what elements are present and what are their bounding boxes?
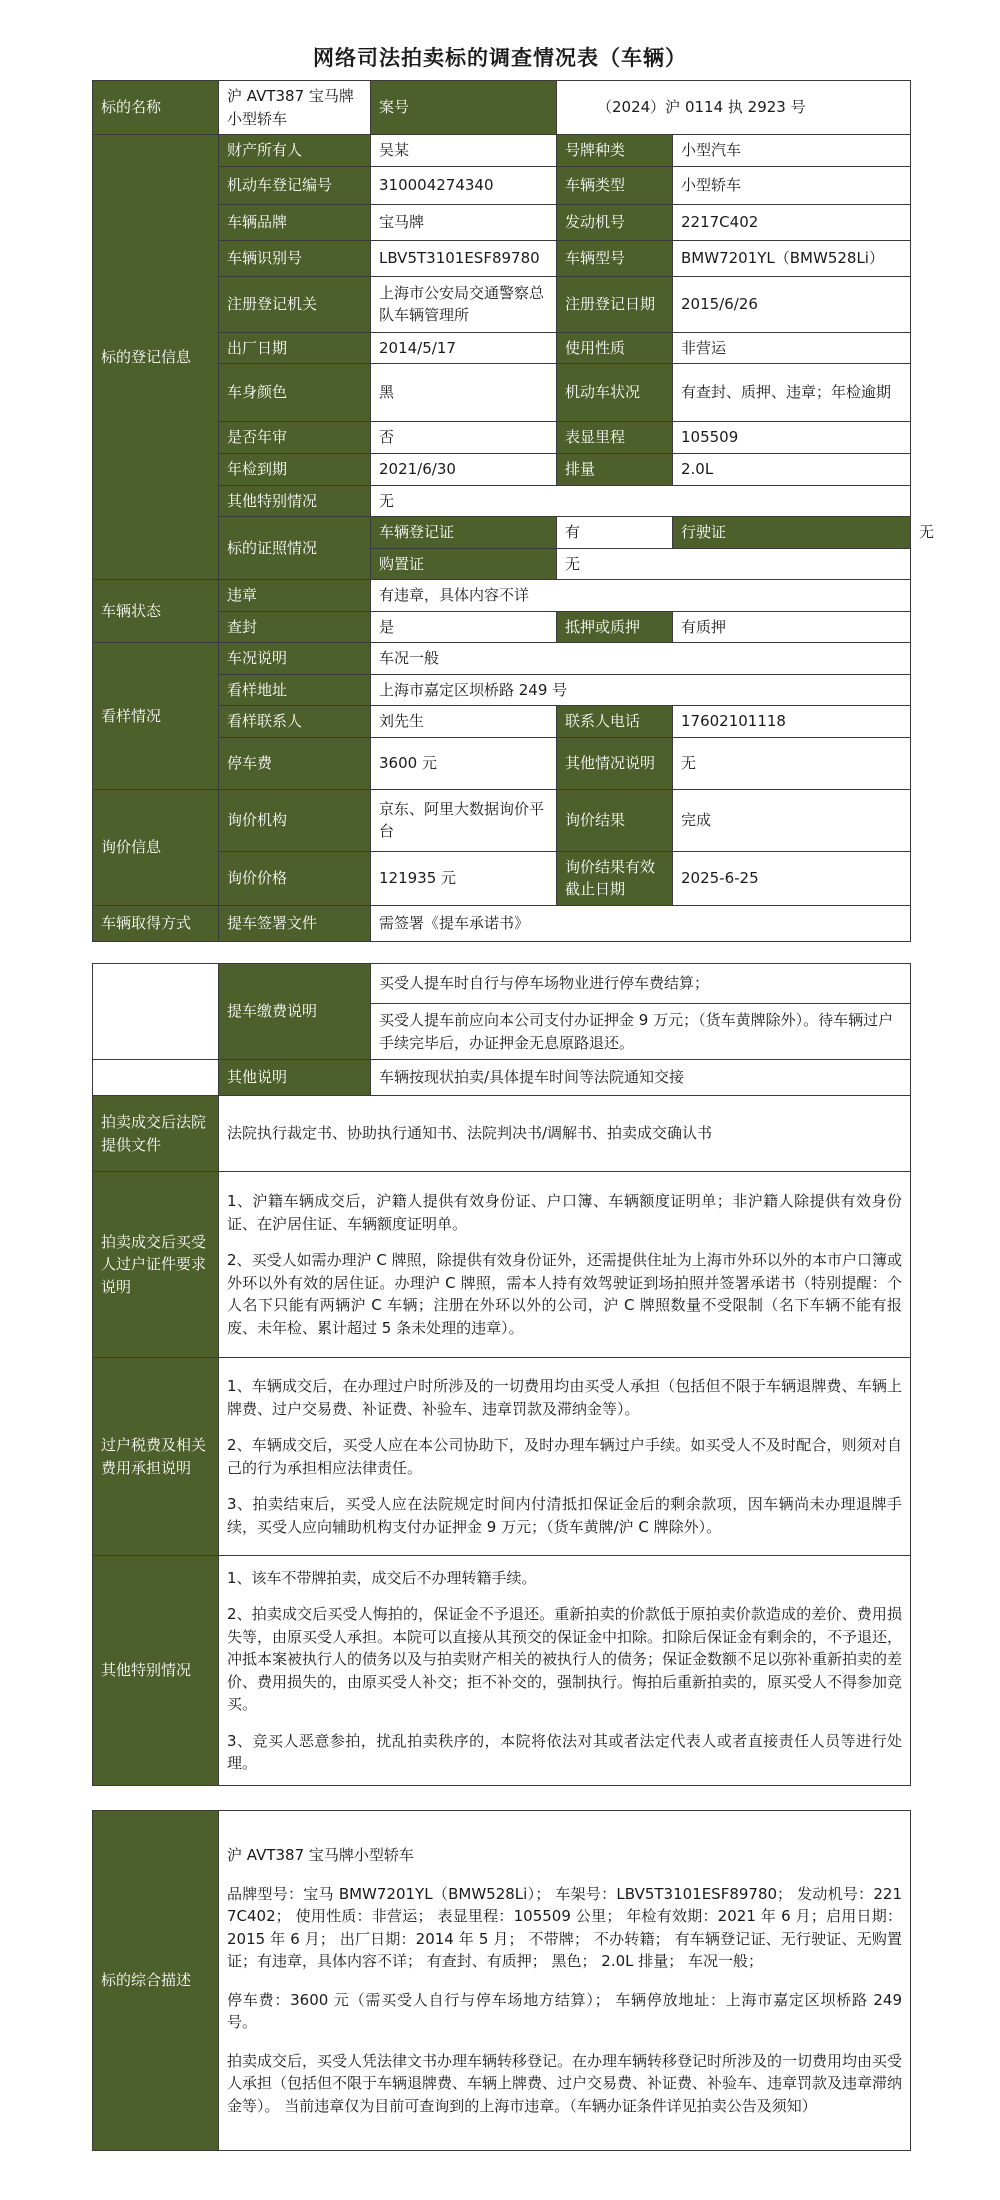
summary-parking: 停车费：3600 元（需买受人自行与停车场地方结算）； 车辆停放地址：上海市嘉定区坝桥路 249 号。 [227,1990,902,2031]
displacement-value: 2.0L [673,454,911,486]
transfer-req-label: 拍卖成交后买受人过户证件要求说明 [93,1172,219,1358]
special-label: 其他特别情况 [219,485,371,517]
check-due-value: 2021/6/30 [371,454,557,486]
summary-label: 标的综合描述 [93,1811,219,2151]
mfg-date-label: 出厂日期 [219,332,371,364]
inquiry-result-value: 完成 [673,789,911,851]
pickup-fee-line-1: 买受人提车时自行与停车场物业进行停车费结算； [371,964,911,1004]
vehicle-type-value: 小型轿车 [673,166,911,204]
parking-fee-value: 3600 元 [371,737,557,789]
inquiry-org-value: 京东、阿里大数据询价平台 [371,789,557,851]
contact-value: 刘先生 [371,706,557,738]
violation-value: 有违章，具体内容不详 [371,580,911,612]
inquiry-expiry-label: 询价结果有效截止日期 [557,851,673,905]
inquiry-section-label: 询价信息 [93,789,219,905]
reg-authority-value: 上海市公安局交通警察总队车辆管理所 [371,276,557,332]
pickup-fee-line-2: 买受人提车前应向本公司支付办证押金 9 万元；（货车黄牌除外）。待车辆过户手续完毕后，办证押金无息原路退还。 [371,1004,911,1060]
cert-section-label: 标的证照情况 [219,517,371,580]
contact-label: 看样联系人 [219,706,371,738]
tax-item-3: 3、拍卖结束后，买受人应在法院规定时间内付清抵扣保证金后的剩余款项，因车辆尚未办理退牌手续，买受人应向辅助机构支付办证押金 9 万元；（货车黄牌/沪 C 牌除外）。 [227,1495,902,1536]
special-label: 其他特别情况 [93,1556,219,1786]
court-docs-value: 法院执行裁定书、协助执行通知书、法院判决书/调解书、拍卖成交确认书 [219,1096,911,1172]
purchase-cert-label: 购置证 [371,548,557,580]
plate-type-value: 小型汽车 [673,135,911,167]
brand-value: 宝马牌 [371,204,557,240]
usage-label: 使用性质 [557,332,673,364]
other-desc-label: 其他情况说明 [557,737,673,789]
special-item-3: 3、竞买人恶意参拍，扰乱拍卖秩序的，本院将依法对其或者法定代表人或者直接责任人员等进行处理。 [227,1731,902,1772]
license-label: 行驶证 [673,517,911,549]
pledge-label: 抵押或质押 [557,611,673,643]
reg-cert-value: 有 [557,517,673,549]
inquiry-result-label: 询价结果 [557,789,673,851]
phone-value: 17602101118 [673,706,911,738]
annual-check-value: 否 [371,422,557,454]
model-label: 车辆型号 [557,240,673,276]
viewing-section-label: 看样情况 [93,643,219,790]
special-item-1: 1、该车不带牌拍卖，成交后不办理转籍手续。 [227,1568,537,1587]
reg-date-value: 2015/6/26 [673,276,911,332]
reg-date-label: 注册登记日期 [557,276,673,332]
check-due-label: 年检到期 [219,454,371,486]
pickup-doc-label: 提车签署文件 [219,905,371,941]
status-value: 有查封、质押、违章；年检逾期 [673,364,911,422]
inquiry-expiry-value: 2025-6-25 [673,851,911,905]
inquiry-org-label: 询价机构 [219,789,371,851]
summary-specs: 品牌型号：宝马 BMW7201YL（BMW528Li）； 车架号：LBV5T3101ESF89780； 发动机号：2217C402； 使用性质：非营运； 表显里程：105509 公里； 年检有效期：2021 年 6 月；启用日期：2015 年 6 月； 出厂日期：2014 年 5 月； 不带牌； 不办转籍； 有车辆登记证、无行驶证、无购置证；有违章，具体内容不详； 有查封、有质押； 黑色； 2.0L 排量； 车况一般； [227,1884,902,1970]
object-name-value: 沪 AVT387 宝马牌小型轿车 [219,81,371,135]
pickup-doc-value: 需签署《提车承诺书》 [371,905,911,941]
condition-value: 车况一般 [371,643,911,675]
summary-transfer: 拍卖成交后，买受人凭法律文书办理车辆转移登记。在办理车辆转移登记时所涉及的一切费用均由买受人承担（包括但不限于车辆退牌费、车辆上牌费、过户交易费、补证费、补验车、违章罚款及违章滞纳金等）。 当前违章仅为目前可查询到的上海市违章。（车辆办证条件详见拍卖公告及须知） [227,2051,903,2115]
viewing-address-label: 看样地址 [219,674,371,706]
inquiry-price-value: 121935 元 [371,851,557,905]
parking-fee-label: 停车费 [219,737,371,789]
summary-table [92,1810,911,2151]
special-item-2: 2、拍卖成交后买受人悔拍的，保证金不予退还。重新拍卖的价款低于原拍卖价款造成的差价、费用损失等，由原买受人承担。本院可以直接从其预交的保证金中扣除。扣除后保证金有剩余的，不予退还，冲抵本案被执行人的债务以及与拍卖财产相关的被执行人的债务；保证金数额不足以弥补重新拍卖的差价、费用损失的，由原买受人补交；拒不补交的，强制执行。悔拍后重新拍卖的，原买受人不得参加竞买。 [227,1605,903,1713]
plate-type-label: 号牌种类 [557,135,673,167]
other-desc-value: 无 [673,737,911,789]
model-value: BMW7201YL（BMW528Li） [673,240,911,276]
owner-label: 财产所有人 [219,135,371,167]
owner-value: 吴某 [371,135,557,167]
transfer-req-item-2: 2、买受人如需办理沪 C 牌照，除提供有效身份证外，还需提供住址为上海市外环以外的本市户口簿或外环以外有效的居住证。办理沪 C 牌照，需本人持有效驾驶证到场拍照并签署承诺书（特别提醒：个人名下只能有两辆沪 C 车辆；注册在外环以外的公司，沪 C 牌照数量不受限制（名下车辆不能有报废、未年检、累计超过 5 条未处理的违章）。 [227,1251,902,1337]
status-label: 机动车状况 [557,364,673,422]
seizure-value: 是 [371,611,557,643]
displacement-label: 排量 [557,454,673,486]
phone-label: 联系人电话 [557,706,673,738]
usage-value: 非营运 [673,332,911,364]
violation-label: 违章 [219,580,371,612]
engine-no-value: 2217C402 [673,204,911,240]
summary-title: 沪 AVT387 宝马牌小型轿车 [227,1846,414,1864]
other-note-blank-cell [93,1060,219,1096]
mileage-value: 105509 [673,422,911,454]
reg-cert-label: 车辆登记证 [371,517,557,549]
vehicle-status-section-label: 车辆状态 [93,580,219,643]
brand-label: 车辆品牌 [219,204,371,240]
case-no-label: 案号 [371,81,557,135]
vehicle-type-label: 车辆类型 [557,166,673,204]
auction-terms-table [92,963,911,1786]
case-no-value: （2024）沪 0114 执 2923 号 [557,81,911,135]
pickup-fee-blank-cell [93,964,219,1060]
tax-item-2: 2、车辆成交后，买受人应在本公司协助下，及时办理车辆过户手续。如买受人不及时配合，则须对自己的行为承担相应法律责任。 [227,1436,902,1477]
purchase-cert-value: 无 [557,548,911,580]
vin-label: 车辆识别号 [219,240,371,276]
acquire-section-label: 车辆取得方式 [93,905,219,941]
mileage-label: 表显里程 [557,422,673,454]
special-value: 无 [371,485,911,517]
viewing-address-value: 上海市嘉定区坝桥路 249 号 [371,674,911,706]
vehicle-info-table: 标的名称 沪 AVT387 宝马牌小型轿车 案号 （2024）沪 0114 执 2923 号 标的登记信息 财产所有人 吴某 号牌种类 小型汽车 机动车登记编号 310004274340 车辆类型 小型轿车 车辆品牌 宝马牌 发动机号 2217C402 车辆识别号 LBV5T3101ESF89780 车辆型号 BMW7201YL（BMW528Li） 注册登记机关 上海市公安局交通警察总队车辆管理所 注册登记日期 2015/6/26 出厂日期 2014/5/17 使用性质 非营运 车身颜色 黑 机动车状况 有查封、质押、违章；年检逾期 是否年审 否 表显里程 105509 年检到期 2021/6/30 排量 2.0L 其他特别情况 无 标的证照情况 车辆登记证 有 行驶证 无 购置证 无 车辆状态 违章 有违章，具体内容不详 查封 是 抵押或质押 有质押 看样情况 车况说明 车况一般 看样地址 上海市嘉定区坝桥路 249 号 看样联系人 刘先生 联系人电话 17602101118 停车费 3600 元 其他情况说明 无 询价信息 询价机构 京东、阿里大数据询价平台 询价结果 完成 询价价格 121935 元 询价结果有效截止日期 2025-6-25 车辆取得方式 提车签署文件 需签署《提车承诺书》 [92,80,911,942]
mfg-date-value: 2014/5/17 [371,332,557,364]
object-name-label: 标的名称 [93,81,219,135]
tax-label: 过户税费及相关费用承担说明 [93,1358,219,1556]
transfer-req-item-1: 1、沪籍车辆成交后，沪籍人提供有效身份证、户口簿、车辆额度证明单；非沪籍人除提供有效身份证、在沪居住证、车辆额度证明单。 [227,1192,902,1233]
color-value: 黑 [371,364,557,422]
seizure-label: 查封 [219,611,371,643]
inquiry-price-label: 询价价格 [219,851,371,905]
reg-no-value: 310004274340 [371,166,557,204]
reg-no-label: 机动车登记编号 [219,166,371,204]
color-label: 车身颜色 [219,364,371,422]
other-note-value: 车辆按现状拍卖/具体提车时间等法院通知交接 [371,1060,911,1096]
registration-section-label: 标的登记信息 [93,135,219,580]
annual-check-label: 是否年审 [219,422,371,454]
transfer-req-content [219,1172,911,1358]
special-content [219,1556,911,1786]
condition-label: 车况说明 [219,643,371,675]
tax-content [219,1358,911,1556]
pledge-value: 有质押 [673,611,911,643]
pickup-fee-label: 提车缴费说明 [219,964,371,1060]
tax-item-1: 1、车辆成交后，在办理过户时所涉及的一切费用均由买受人承担（包括但不限于车辆退牌费、车辆上牌费、过户交易费、补证费、补验车、违章罚款及滞纳金等）。 [227,1377,902,1418]
other-note-label: 其他说明 [219,1060,371,1096]
page-title: 网络司法拍卖标的调查情况表（车辆） [313,45,687,70]
reg-authority-label: 注册登记机关 [219,276,371,332]
summary-content [219,1811,911,2151]
engine-no-label: 发动机号 [557,204,673,240]
vin-value: LBV5T3101ESF89780 [371,240,557,276]
court-docs-label: 拍卖成交后法院提供文件 [93,1096,219,1172]
